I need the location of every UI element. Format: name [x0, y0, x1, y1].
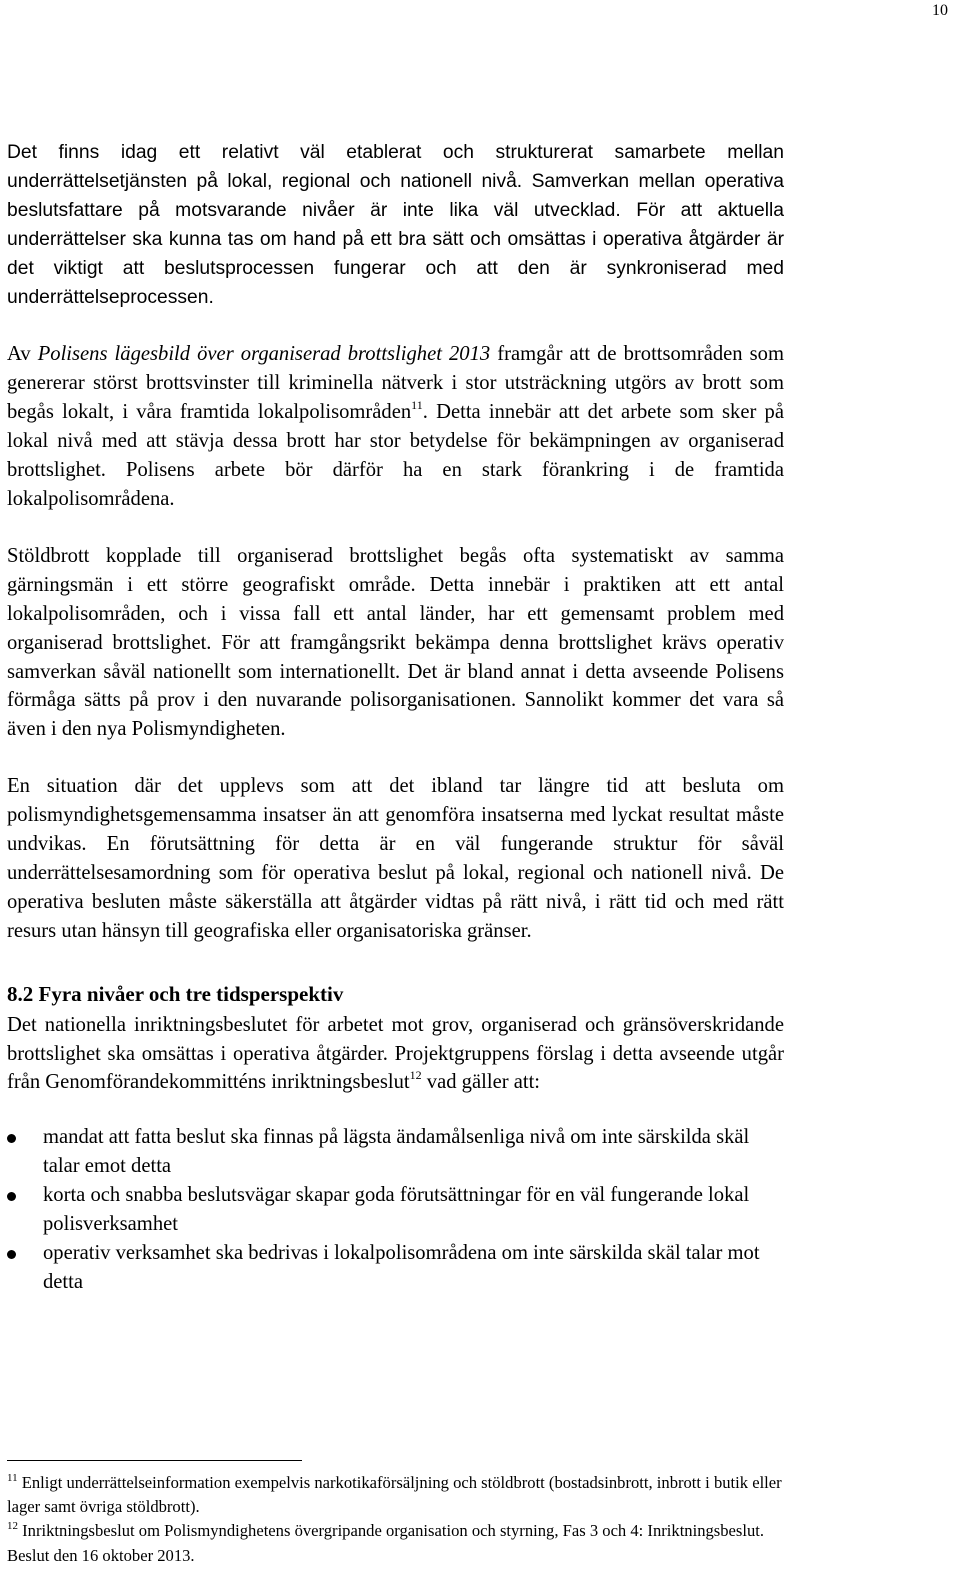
list-item-text: korta och snabba beslutsvägar skapar goda förutsättningar för en väl fungerande lokal polisverksamhet	[43, 1184, 750, 1236]
footnote-divider	[7, 1460, 302, 1461]
body-text	[7, 139, 784, 1297]
bullet-icon	[7, 1192, 16, 1201]
footnote-ref-11[interactable]: 11	[411, 398, 423, 413]
paragraph-2-lead: Av	[7, 343, 38, 366]
list-item	[7, 1123, 784, 1181]
bullet-icon	[7, 1134, 16, 1143]
footnote-11	[7, 1471, 784, 1519]
footnotes	[7, 1460, 784, 1568]
footnote-text: Inriktningsbeslut om Polismyndighetens övergripande organisation och styrning, Fas 3 och 4: Inriktningsbeslut. Beslut den 16 oktober 2013.	[7, 1521, 765, 1565]
paragraph-3: Stöldbrott kopplade till organiserad brottslighet begås ofta systematiskt av samma gärningsmän i ett större geografiskt område. Detta innebär i praktiken att ett antal lokalpolisområden, och i vissa fall ett antal länder, har ett gemensamt problem med organiserad brottslighet. För att framgångsrikt bekämpa denna brottslighet krävs operativ samverkan såväl nationellt som internationellt. Det är bland annat i detta avseende Polisens förmåga sätts på prov i den nuvarande polisorganisationen. Sannolikt kommer det vara så även i den nya Polismyndigheten.	[7, 544, 784, 741]
paragraph-1: Det finns idag ett relativt väl etablerat och strukturerat samarbete mellan underrättelsetjänsten på lokal, regional och nationell nivå. Samverkan mellan operativa beslutsfattare på motsvarande nivåer är inte lika väl utvecklad. För att aktuella underrättelser ska kunna tas om hand på ett bra sätt och omsättas i operativa åtgärder är det viktigt att beslutsprocessen fungerar och att den är synkroniserad med underrättelseprocessen.	[7, 142, 784, 308]
page-number: 10	[932, 2, 948, 19]
footnote-text: Enligt underrättelseinformation exempelvis narkotikaförsäljning och stöldbrott (bostadsinbrott, inbrott i butik eller lager samt övriga stöldbrott).	[7, 1473, 782, 1517]
list-item-text: operativ verksamhet ska bedrivas i lokalpolisområdena om inte särskilda skäl talar mot detta	[43, 1242, 760, 1293]
footnote-number: 11	[7, 1472, 18, 1484]
list-item	[7, 1239, 784, 1297]
section-intro-text: Det nationella inriktningsbeslutet för arbetet mot grov, organiserad och gränsöverskridande brottslighet ska omsättas i operativa åtgärder. Projektgruppens förslag i detta avseende utgår från Genomförandekommitténs inriktningsbeslut	[7, 1013, 784, 1094]
bullet-icon	[7, 1250, 16, 1259]
paragraph-4: En situation där det upplevs som att det ibland tar längre tid att besluta om polismyndighetsgemensamma insatser än att genomföra insatserna med lyckat resultat måste undvikas. En förutsättning för detta är en väl fungerande struktur för såväl underrättelsesamordning som för operativa beslut på lokal, regional och nationell nivå. De operativa besluten måste säkerställa att åtgärder vidtas på rätt nivå, i rätt tid och med rätt resurs utan hänsyn till geografiska eller organisatoriska gränser.	[7, 775, 784, 942]
section-intro	[7, 1011, 784, 1098]
report-title: Polisens lägesbild över organiserad brottslighet 2013	[37, 343, 491, 366]
section-intro-tail: vad gäller att:	[421, 1071, 541, 1094]
list-item	[7, 1181, 784, 1239]
paragraph-2	[7, 340, 784, 513]
section-heading: 8.2 Fyra nivåer och tre tidsperspektiv	[7, 981, 344, 1006]
footnote-number: 12	[7, 1520, 18, 1533]
list-item-text: mandat att fatta beslut ska finnas på lägsta ändamålsenliga nivå om inte särskilda skäl talar emot detta	[43, 1126, 750, 1178]
paragraph-2-rest: . Detta innebär att det arbete som sker på lokal nivå med att stävja dessa brott har stor betydelse för bekämpningen av organiserad brottslighet. Polisens arbete bör därför ha en stark förankring i de framtida lokalpolisområdena.	[7, 401, 784, 510]
bullet-list	[7, 1123, 784, 1296]
footnote-ref-12[interactable]: 12	[409, 1068, 422, 1083]
footnote-12	[7, 1519, 784, 1567]
paragraph-2-middle: framgår att de brottsområden som genererar störst brottsvinster till kriminella nätverk i stor utsträckning utgörs av brott som begås lokalt, i våra framtida lokalpolisområden	[7, 343, 784, 424]
